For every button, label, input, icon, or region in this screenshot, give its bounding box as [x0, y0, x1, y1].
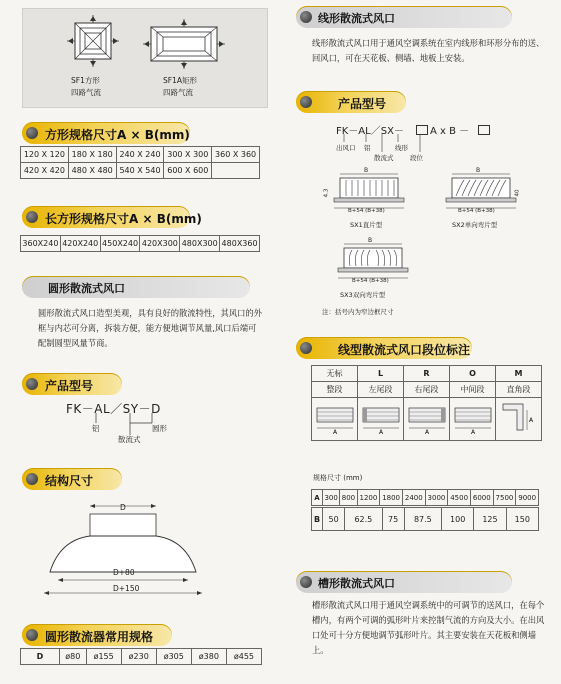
sf1-caption-sub: 四路气流 [71, 88, 101, 97]
round-diffuser-title: 圆形散流式风口 [48, 282, 125, 295]
table-cell: 480X360 [220, 236, 260, 252]
model-left-title: 产品型号 [45, 379, 94, 393]
model-right-note: 注：括号内为窄边框尺寸 [322, 308, 394, 316]
model-left-label-circle: 圆形 [152, 424, 167, 433]
common-spec-title: 圆形散流器常用规格 [45, 630, 154, 644]
table-cell: D [21, 649, 60, 665]
structure-d: D [120, 503, 126, 512]
segment-img-cell [404, 398, 450, 441]
table-cell: 9000 [516, 490, 539, 506]
model-right-code-tail: A x B － [430, 126, 470, 137]
spec-label: 规格尺寸 (mm) [313, 474, 363, 482]
table-row [21, 147, 260, 163]
bullet-icon [300, 342, 312, 354]
table-cell: 150 [506, 508, 538, 531]
table-cell: ø455 [226, 649, 261, 665]
segment-left-icon [361, 400, 401, 436]
table-row [312, 398, 542, 441]
table-cell: 7500 [493, 490, 516, 506]
segments-table [311, 365, 542, 441]
segments-title: 线型散流式风口段位标注 [338, 343, 471, 357]
structure-title: 结构尺寸 [45, 474, 94, 488]
table-cell: 左尾段 [358, 382, 404, 398]
table-row [21, 236, 260, 252]
model-right-code: FK－AL／SX－ [336, 126, 404, 137]
segment-img-cell [358, 398, 404, 441]
sx1-h: 4.3 [323, 188, 330, 198]
bullet-icon [300, 96, 312, 108]
table-cell: 整段 [312, 382, 358, 398]
table-cell: R [404, 366, 450, 382]
bullet-icon [26, 378, 38, 390]
square-spec-table [20, 146, 260, 179]
rect-grille-icon [143, 19, 225, 69]
table-cell: 无标 [312, 366, 358, 382]
table-cell: O [450, 366, 496, 382]
sx2-dim: B+54 (B+38) [458, 208, 495, 214]
table-cell: L [358, 366, 404, 382]
rect-spec-title: 长方形规格尺寸A × B(mm) [45, 212, 202, 226]
slot-diffuser-description: 槽形散流式风口用于通风空调系统中的可调节的送风口，在每个槽内，有两个可调的弧形叶片来控制气流的方向及大小。在出风口处可十分方便地调节弧形叶片。其主要安装在天花板和侧墙上。 [312, 600, 545, 655]
table-cell: 450X240 [100, 236, 140, 252]
model-right-title: 产品型号 [338, 97, 387, 111]
table-cell: 87.5 [404, 508, 441, 531]
structure-diagram [40, 500, 220, 610]
sx3-label: SX3双向弯片型 [340, 291, 386, 299]
model-left-code: FK－AL／SY－D [66, 402, 161, 416]
rect-spec-table [20, 235, 260, 252]
sx1-dim: B+54 (B+38) [348, 208, 385, 214]
segment-a-label: A [470, 429, 475, 436]
model-left-label-sanliu: 散流式 [118, 435, 141, 444]
sx2-b: B [476, 167, 481, 174]
table-cell: B [312, 508, 323, 531]
table-cell: 300 [323, 490, 340, 506]
segment-a-label: A [378, 429, 383, 436]
table-cell: 50 [323, 508, 345, 531]
segment-img-cell [496, 398, 542, 441]
model-left-label-lv: 铝 [92, 424, 100, 433]
table-cell: 360 X 360 [212, 147, 260, 163]
slot-diffuser-title: 槽形散流式风口 [318, 577, 395, 590]
spec-table-b [311, 507, 539, 531]
bullet-icon [300, 11, 312, 23]
bullet-icon [300, 576, 312, 588]
sx3-b: B [368, 237, 373, 244]
table-cell: 125 [474, 508, 506, 531]
table-cell: ø80 [60, 649, 87, 665]
table-cell: 180 X 180 [68, 147, 116, 163]
sf1a-caption-sub: 四路气流 [163, 88, 193, 97]
structure-d80: D+80 [113, 568, 135, 577]
bullet-icon [26, 127, 38, 139]
table-cell: ø305 [156, 649, 191, 665]
bullet-icon [26, 473, 38, 485]
round-diffuser-description: 圆形散流式风口造型美观，具有良好的散流特性，其风口的外框与内芯可分离，拆装方便，能方便地调节风量,风口后端可配制圆型风量节商。 [38, 308, 263, 348]
table-cell: 75 [382, 508, 404, 531]
segment-full-icon [315, 400, 355, 436]
segment-corner-icon [499, 400, 539, 436]
model-right-l3: 线形 [395, 144, 408, 152]
segment-middle-icon [453, 400, 493, 436]
table-cell: 420X240 [60, 236, 100, 252]
table-row [312, 490, 539, 506]
table-cell: 1200 [357, 490, 380, 506]
table-cell: 100 [442, 508, 474, 531]
square-grille-icon [67, 15, 119, 67]
segment-a-label: A [424, 429, 429, 436]
table-cell: ø155 [86, 649, 121, 665]
table-cell: 直角段 [496, 382, 542, 398]
table-cell: M [496, 366, 542, 382]
table-cell [212, 163, 260, 179]
segment-right-icon [407, 400, 447, 436]
table-cell: 62.5 [345, 508, 382, 531]
structure-d150: D+150 [113, 584, 140, 593]
table-cell: ø230 [121, 649, 156, 665]
grille-diagram-panel [22, 8, 268, 108]
table-cell: 6000 [470, 490, 493, 506]
segment-img-cell [450, 398, 496, 441]
sx3-dim: B+54 (B+38) [352, 278, 389, 284]
table-row [21, 649, 262, 665]
model-right-l4: 段位 [410, 154, 423, 162]
table-cell: 420 X 420 [21, 163, 69, 179]
common-spec-table [20, 648, 262, 665]
table-cell: 右尾段 [404, 382, 450, 398]
table-cell: 3000 [425, 490, 448, 506]
table-row [21, 163, 260, 179]
table-cell: 540 X 540 [116, 163, 164, 179]
table-cell: 1800 [380, 490, 403, 506]
table-cell: 600 X 600 [164, 163, 212, 179]
sf1a-caption: SF1A矩形 [163, 76, 197, 85]
linear-diffuser-title: 线形散流式风口 [318, 12, 395, 25]
sf1-caption: SF1方形 [71, 76, 100, 85]
table-cell: 2400 [402, 490, 425, 506]
table-row [312, 508, 539, 531]
linear-diffuser-description: 线形散流式风口用于通风空调系统在室内线形和环形分布的送、回风口，可在天花板、侧墙、地板上安装。 [312, 38, 545, 63]
square-spec-title: 方形规格尺寸A × B(mm) [45, 128, 190, 142]
table-row [312, 366, 542, 382]
model-right-l1: 出风口 [336, 144, 356, 152]
spec-table [311, 489, 539, 506]
table-cell: 240 X 240 [116, 147, 164, 163]
sx1-b: B [364, 167, 369, 174]
table-cell: 360X240 [21, 236, 61, 252]
model-right-box2 [478, 125, 490, 135]
bullet-icon [26, 211, 38, 223]
table-cell: 800 [340, 490, 357, 506]
table-cell: ø380 [191, 649, 226, 665]
model-right-l2: 铝 [364, 144, 371, 152]
segment-a-label: A [528, 417, 533, 424]
sx1-label: SX1直片型 [350, 221, 383, 229]
sx2-h: 40 [514, 189, 521, 197]
table-cell: 中间段 [450, 382, 496, 398]
table-cell: 420X300 [140, 236, 180, 252]
bullet-icon [26, 629, 38, 641]
table-cell: 480X300 [180, 236, 220, 252]
segment-img-cell [312, 398, 358, 441]
table-cell: A [312, 490, 323, 506]
table-cell: 300 X 300 [164, 147, 212, 163]
table-cell: 4500 [448, 490, 471, 506]
segment-a-label: A [332, 429, 337, 436]
model-right-l5: 散流式 [374, 154, 394, 162]
table-cell: 120 X 120 [21, 147, 69, 163]
sx2-label: SX2单向弯片型 [452, 221, 498, 229]
table-row [312, 382, 542, 398]
table-cell: 480 X 480 [68, 163, 116, 179]
